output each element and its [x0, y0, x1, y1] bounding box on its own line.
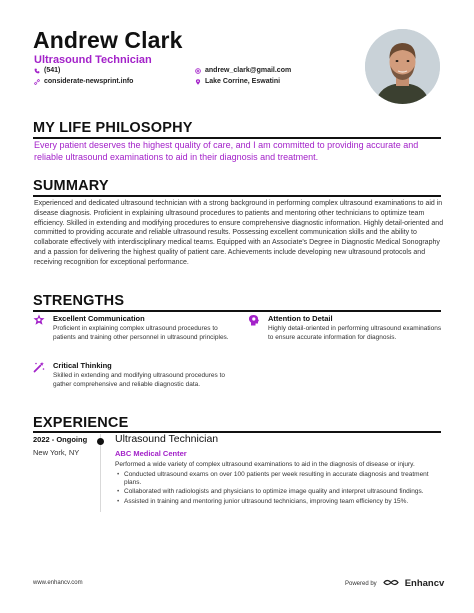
- list-item: • Conducted ultrasound exams on over 100 patients per week resulting in accurate diagnosis and treatment plans.: [115, 471, 445, 487]
- experience-location: New York, NY: [33, 448, 80, 457]
- experience-description: Performed a wide variety of complex ultrasound examinations to aid in the diagnosis of disease or injury.: [115, 461, 415, 468]
- experience-company: ABC Medical Center: [115, 449, 187, 458]
- head-gear-icon: [248, 313, 260, 325]
- footer-website[interactable]: www.enhancv.com: [33, 580, 83, 586]
- philosophy-heading: MY LIFE PHILOSOPHY: [33, 120, 193, 136]
- strength-description: Skilled in extending and modifying ultrasound procedures to gather comprehensive and reliable diagnostic data.: [53, 372, 225, 388]
- link-icon: [34, 79, 40, 85]
- strengths-heading: STRENGTHS: [33, 293, 125, 309]
- strength-title: Critical Thinking: [53, 361, 112, 370]
- strength-title: Attention to Detail: [268, 314, 333, 323]
- experience-role: Ultrasound Technician: [115, 433, 219, 445]
- contact-website[interactable]: [34, 78, 133, 85]
- timeline-dot: [97, 438, 104, 445]
- contact-email[interactable]: [195, 67, 291, 74]
- section-divider: [33, 137, 441, 139]
- email-text: andrew_clark@gmail.com: [205, 67, 292, 74]
- phone-icon: [34, 68, 40, 74]
- candidate-name: Andrew Clark: [33, 27, 183, 53]
- experience-dates: 2022 - Ongoing: [33, 435, 88, 444]
- section-divider: [33, 310, 441, 312]
- list-item: • Collaborated with radiologists and physicians to optimize image quality and interpret ultrasound findings.: [115, 488, 445, 496]
- experience-heading: EXPERIENCE: [33, 415, 129, 431]
- magic-wand-icon: [33, 360, 45, 372]
- list-item: • Assisted in training and mentoring junior ultrasound technicians, improving team efficiency by 15%.: [115, 498, 445, 506]
- star-badge-icon: [33, 313, 45, 325]
- summary-heading: SUMMARY: [33, 178, 109, 194]
- location-text: Lake Corrine, Eswatini: [205, 78, 281, 85]
- contact-location: [195, 78, 280, 85]
- candidate-title: Ultrasound Technician: [34, 54, 152, 66]
- strength-description: Highly detail-oriented in performing ultrasound examinations to ensure accurate information for diagnosis.: [268, 325, 442, 341]
- experience-bullets: [115, 471, 445, 507]
- powered-by-label: Powered by: [345, 580, 377, 587]
- enhancv-logo-icon: [383, 578, 399, 589]
- brand-name: Enhancv: [404, 578, 445, 589]
- at-icon: [195, 68, 201, 74]
- website-text: considerate-newsprint.info: [44, 78, 134, 85]
- strength-title: Excellent Communication: [53, 314, 145, 323]
- location-pin-icon: [195, 79, 201, 85]
- strength-description: Proficient in explaining complex ultrasound procedures to patients and training other personnel in ultrasound principles.: [53, 325, 229, 341]
- timeline-line: [100, 434, 101, 512]
- summary-text: Experienced and dedicated ultrasound technician with a strong background in performing complex ultrasound examinations to aid in disease diagnosis. Proficient in explaining ultrasound procedures to patients and mentoring other technicians to optimize team efficiency. Skilled in extending and modifying procedures to ensure comprehensive diagnostic information. Highly detail-oriented and committed to providing accurate and reliable ultrasound results. Possessing excellent communication skills and the ability to collaborate effectively with interdisciplinary medical teams. Equipped with an Associate's Degree in Diagnostic Medical Sonography and a passion for delivering the highest quality of patient care. Achievements include developing new ultrasound protocols and receiving recognition for exceptional performance.: [34, 200, 444, 266]
- phone-text: (541): [44, 67, 61, 74]
- philosophy-text: Every patient deserves the highest quality of care, and I am committed to providing accurate and reliable ultrasound examinations to aid in their diagnosis and treatment.: [34, 140, 419, 162]
- footer-branding[interactable]: [345, 578, 444, 589]
- section-divider: [33, 195, 441, 197]
- section-divider: [33, 431, 441, 433]
- profile-photo: [365, 29, 440, 104]
- contact-phone: [34, 67, 60, 74]
